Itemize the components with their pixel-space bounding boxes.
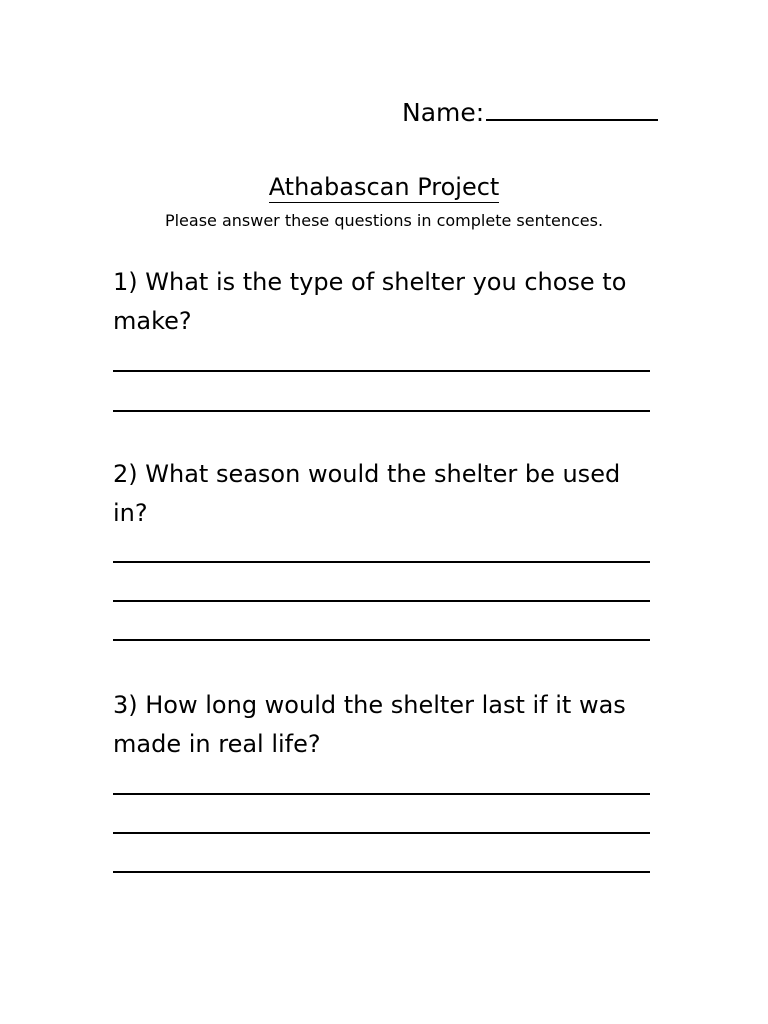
question-1: 1) What is the type of shelter you chose to make?: [113, 268, 627, 335]
name-label: Name:: [402, 98, 485, 127]
answer-line[interactable]: [113, 832, 650, 834]
answer-line[interactable]: [113, 793, 650, 795]
answer-line[interactable]: [113, 600, 650, 602]
answer-line[interactable]: [113, 871, 650, 873]
question-2: 2) What season would the shelter be used in?: [113, 460, 621, 527]
instructions: Please answer these questions in complete sentences.: [164, 211, 604, 230]
answer-line[interactable]: [113, 561, 650, 563]
question-3: 3) How long would the shelter last if it was made in real life?: [113, 691, 626, 758]
title-text: Athabascan Project: [268, 173, 500, 201]
worksheet-title: [0, 170, 768, 204]
name-blank-line[interactable]: [486, 93, 658, 121]
name-field: [402, 93, 658, 131]
answer-line[interactable]: [113, 370, 650, 372]
answer-line[interactable]: [113, 410, 650, 412]
answer-line[interactable]: [113, 639, 650, 641]
